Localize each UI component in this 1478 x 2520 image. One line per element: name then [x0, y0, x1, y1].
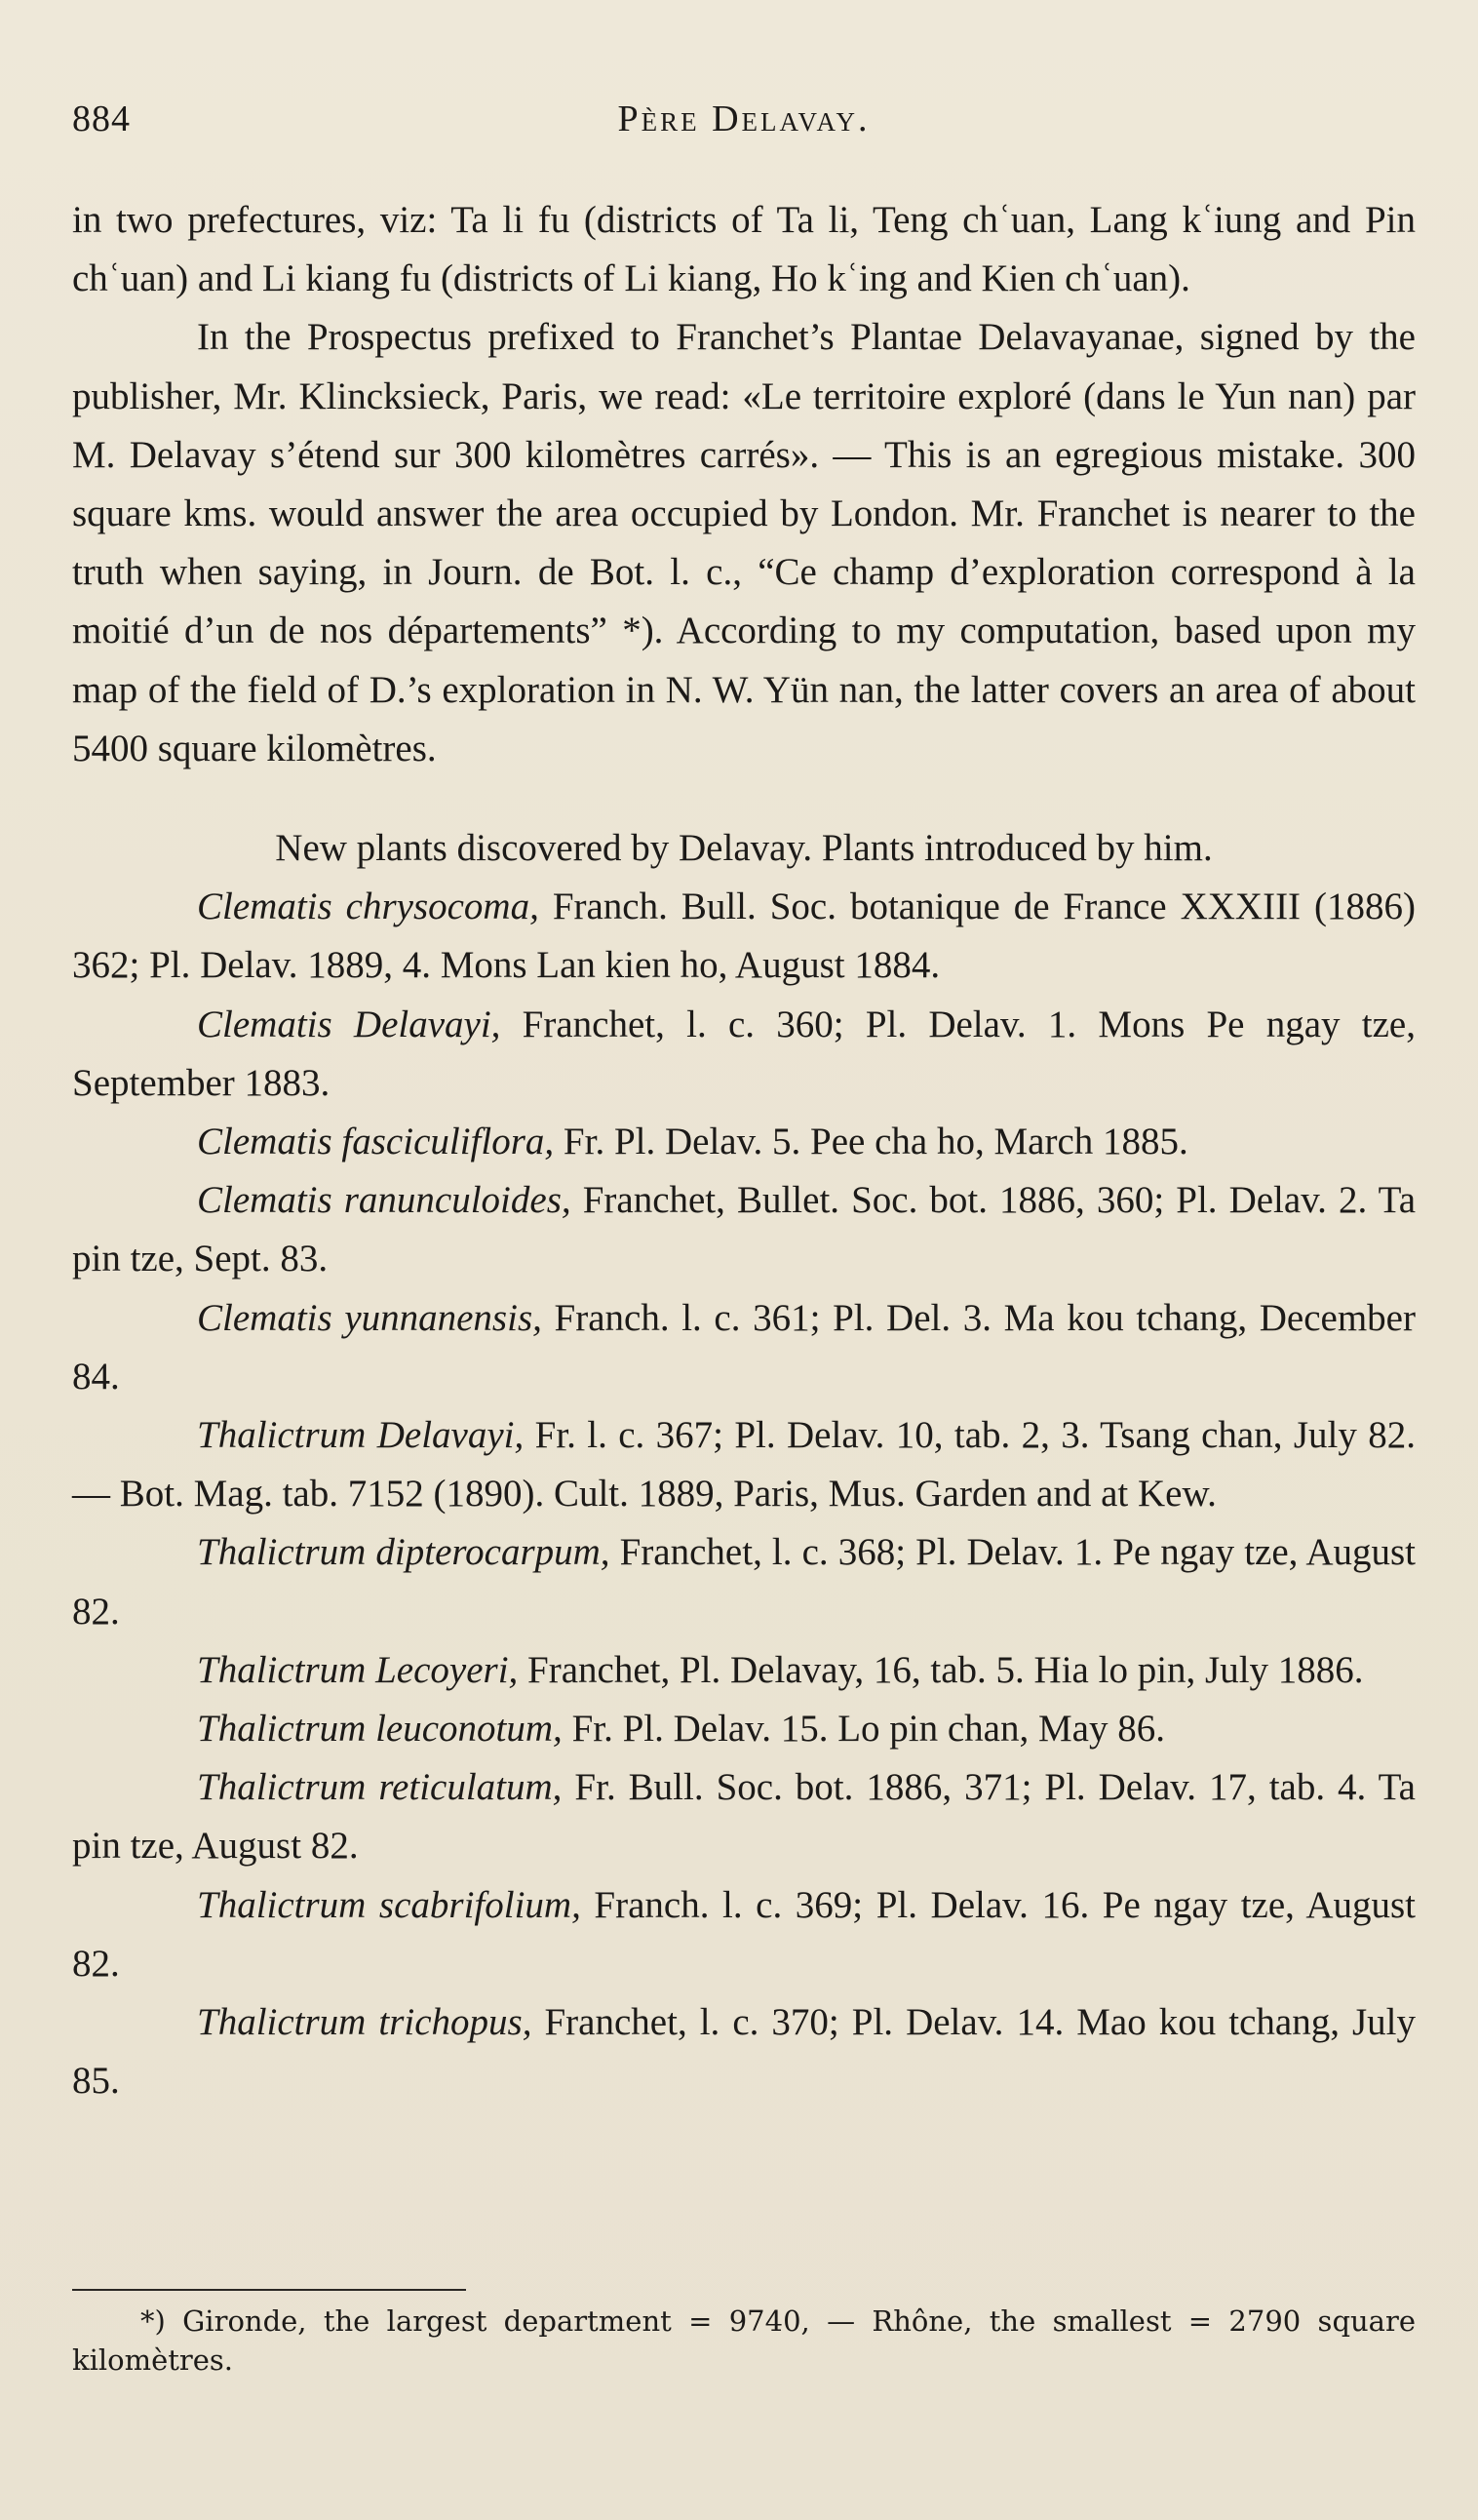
paragraph-continuation: in two prefectures, viz: Ta li fu (districts of Ta li, Teng chʿuan, Lang kʿiung and Pin chʿuan) and Li kiang fu (districts of Li kiang, Ho kʿing and Kien chʿuan). [72, 199, 1416, 300]
species-citation: Fr. l. c. 367; Pl. Delav. 10, tab. 2, 3. Tsang chan, July 82. — Bot. Mag. tab. 7152 (1890). Cult. 1889, Paris, Mus. Garden and at Kew. [72, 1414, 1417, 1516]
species-citation: Franchet, l. c. 370; Pl. Delav. 14. Mao kou tchang, July 85. [72, 2001, 1416, 2103]
species-citation: Franch. l. c. 361; Pl. Del. 3. Ma kou tchang, December 84. [72, 1296, 1416, 1398]
species-name: Clematis ranunculoides, [197, 1179, 571, 1222]
species-citation: Franch. Bull. Soc. botanique de France XXXIII (1886) 362; Pl. Delav. 1889, 4. Mons Lan kien ho, August 1884. [72, 886, 1416, 987]
species-entry [72, 1700, 1416, 1758]
body-text [72, 191, 1416, 2111]
species-entry [72, 1876, 1416, 1993]
page-number: 884 [72, 98, 131, 139]
species-citation: Franchet, l. c. 368; Pl. Delav. 1. Pe ngay tze, August 82. [72, 1531, 1416, 1633]
species-citation: Fr. Pl. Delav. 15. Lo pin chan, May 86. [562, 1708, 1165, 1751]
footnote: *) Gironde, the largest department = 9740, — Rhône, the smallest = 2790 square kilomètres. [72, 2304, 1416, 2377]
species-name: Thalictrum dipterocarpum, [197, 1531, 610, 1574]
species-name: Thalictrum Delavayi, [197, 1414, 525, 1457]
species-citation: Franchet, Bullet. Soc. bot. 1886, 360; Pl. Delav. 2. Ta pin tze, Sept. 83. [72, 1179, 1416, 1280]
species-name: Thalictrum Lecoyeri, [197, 1648, 519, 1691]
species-entry [72, 1758, 1416, 1875]
species-name: Thalictrum scabrifolium, [197, 1883, 581, 1926]
species-entry [72, 1289, 1416, 1406]
paragraph-prospectus: In the Prospectus prefixed to Franchet’s Plantae Delavayanae, signed by the publisher, Mr. Klincksieck, Paris, we read: «Le territoire exploré (dans le Yun nan) par M. Delavay s’étend sur 300 kilomètres carrés». — This is an egregious mistake. 300 square kms. would answer the area occupied by London. Mr. Franchet is nearer to the truth when saying, in Journ. de Bot. l. c., “Ce champ d’exploration correspond à la moitié d’un de nos départements” *). According to my computation, based upon my map of the field of D.’s exploration in N. W. Yün nan, the latter covers an area of about 5400 square kilomètres. [72, 316, 1416, 769]
species-name: Thalictrum reticulatum, [197, 1766, 563, 1809]
species-citation: Franchet, Pl. Delavay, 16, tab. 5. Hia lo pin, July 1886. [518, 1648, 1364, 1691]
section-heading: New plants discovered by Delavay. Plants introduced by him. [275, 827, 1213, 870]
species-entry [72, 1641, 1416, 1700]
species-name: Clematis fasciculiflora, [197, 1121, 555, 1163]
species-entry [72, 878, 1416, 995]
species-citation: Franchet, l. c. 360; Pl. Delav. 1. Mons Pe ngay tze, September 1883. [72, 1003, 1416, 1104]
species-name: Thalictrum trichopus, [197, 2001, 532, 2044]
species-name: Thalictrum leuconotum, [197, 1708, 563, 1751]
species-entry [72, 1523, 1416, 1640]
species-name: Clematis yunnanensis, [197, 1296, 542, 1339]
species-citation: Fr. Pl. Delav. 5. Pee cha ho, March 1885. [554, 1121, 1188, 1163]
species-entry [72, 1993, 1416, 2110]
species-list [72, 878, 1416, 2110]
page-header [72, 98, 1416, 156]
species-entry [72, 1113, 1416, 1171]
species-name: Clematis chrysocoma, [197, 886, 539, 928]
species-citation: Franch. l. c. 369; Pl. Delav. 16. Pe ngay tze, August 82. [72, 1883, 1416, 1985]
footnote-divider [72, 2289, 466, 2291]
species-entry [72, 1406, 1416, 1523]
species-entry [72, 1171, 1416, 1288]
species-citation: Fr. Bull. Soc. bot. 1886, 371; Pl. Delav. 17, tab. 4. Ta pin tze, August 82. [72, 1766, 1416, 1868]
species-name: Clematis Delavayi, [197, 1003, 501, 1045]
species-entry [72, 996, 1416, 1113]
running-title: Père Delavay. [617, 98, 871, 139]
